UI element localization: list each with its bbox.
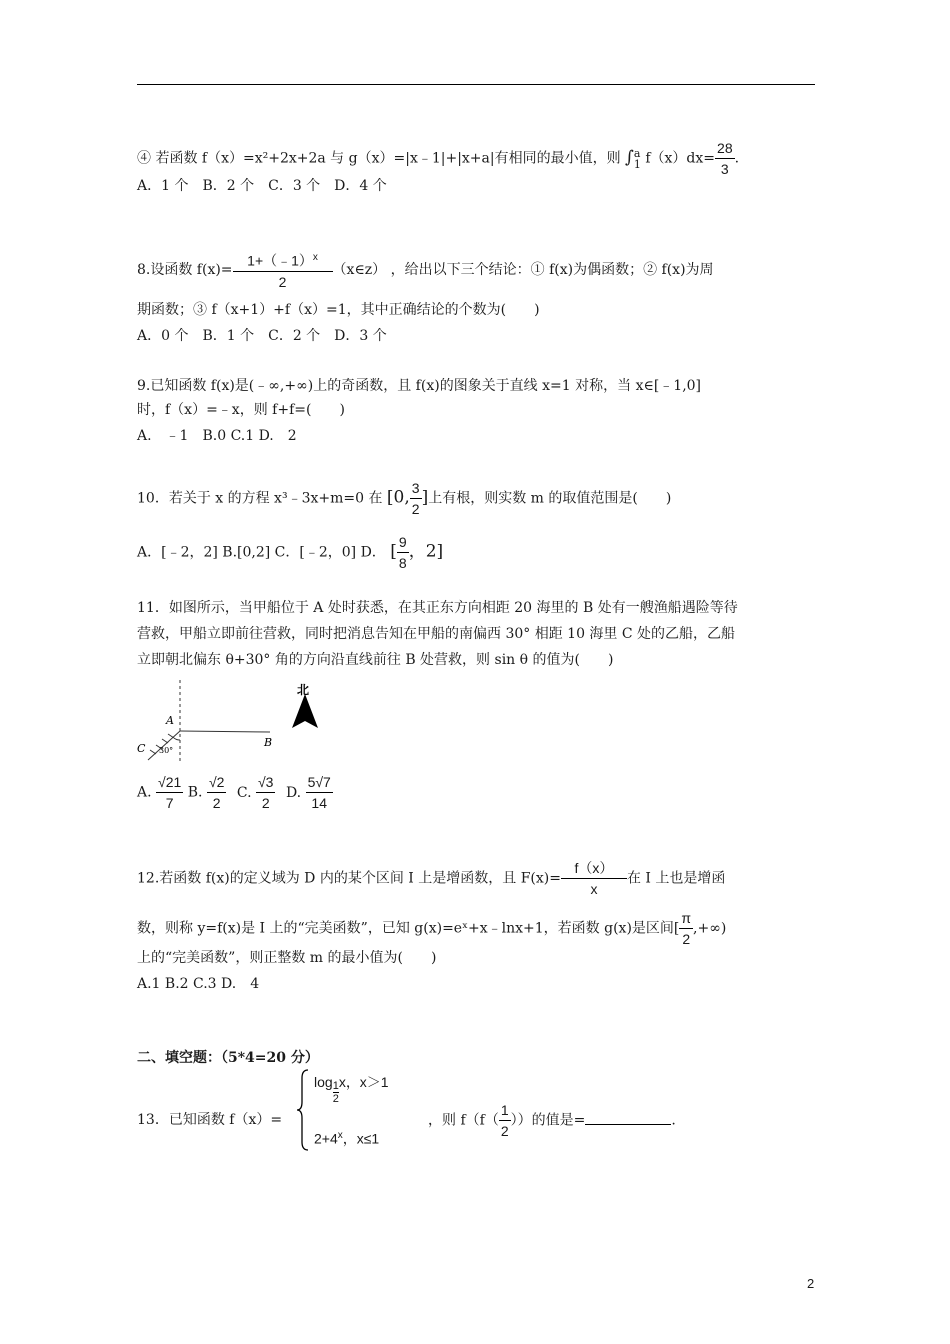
q11-optC-fraction: $\frac{√3}{2}$ [258, 774, 274, 811]
hatch-4 [150, 750, 156, 754]
label-C: C [137, 742, 146, 755]
q10-optD-fraction: $\frac{9}{8}$ [398, 534, 407, 571]
q12-options: A.1 B.2 C.3 D. 4 [137, 976, 260, 992]
integrand: f（x）dx= [645, 150, 716, 167]
q11-figure [134, 676, 334, 766]
hatch-1 [168, 734, 174, 738]
q9-line1: 9.已知函数 f(x)是(﹣∞,+∞)上的奇函数，且 f(x)的图象关于直线 x=1 对称，当 x∈[﹣1,0] [137, 378, 702, 394]
q8-options: A．0 个 B．1 个 C．2 个 D．3 个 [137, 328, 387, 344]
q10-line1: 10．若关于 x 的方程 x³﹣3x+m=0 在 [0, $\frac{3}{2}$ ]上有根，则实数 m 的取值范围是( ) [137, 480, 672, 517]
integral-result: $\frac{28}{3}$ [717, 140, 733, 177]
piecewise-brace [296, 1068, 310, 1152]
piecewise-case2: $2+4^x$，x≤1 [314, 1130, 380, 1147]
q8-line2: 期函数；③ f（x+1）+f（x）=1，其中正确结论的个数为( ) [137, 302, 540, 318]
q10-options: A．[﹣2，2] B.[0,2] C．[﹣2，0] D． [ $\frac{9}{8}$ ，2] [137, 534, 444, 571]
q8-fraction: $\frac{1+(﹣1)^x}{2}$ [233, 248, 333, 292]
q13-tail: ，则 f（f（ $\frac{1}{2}$ ））的值是= . [428, 1102, 676, 1139]
integral-lower: 1 [633, 157, 641, 171]
q12-line3: 上的“完美函数”，则正整数 m 的最小值为( ) [137, 950, 437, 966]
q7-options: A．1 个 B．2 个 C．3 个 D．4 个 [137, 178, 387, 194]
integral-sign: ∫ [625, 147, 634, 168]
q11-options: A. $\frac{√21}{7}$ B. $\frac{√2}{2}$ C. $\frac{√3}{2}$ D. $\frac{5√7}{14}$ [137, 774, 331, 811]
q8-line1: 8.设函数 f(x)= $\frac{1+(﹣1)^x}{2}$ （x∈z） ，给出以下三个结论：① f(x)为偶函数；② f(x)为周 [137, 248, 714, 292]
hatch-2 [162, 739, 168, 743]
q10-interval-fraction: $\frac{3}{2}$ [411, 480, 420, 517]
q11-optD-fraction: $\frac{5√7}{14}$ [307, 774, 331, 811]
q12-pi-fraction: $\frac{\pi}{2}$ [681, 910, 692, 947]
q12-fraction: $\frac{f(x)}{x}$ [561, 858, 627, 899]
q11-line3: 立即朝北偏东 θ+30° 角的方向沿直线前往 B 处营救，则 sin θ 的值为( ) [137, 652, 614, 668]
label-B: B [264, 736, 273, 749]
q7-item4: ④ 若函数 f（x）=x²+2x+2a 与 g（x）=|x﹣1|+|x+a|有相同的最小值，则 ∫ a 1 f（x）dx= $\frac{28}{3}$ . [137, 140, 740, 177]
angle-arc [174, 738, 180, 740]
label-north: 北 [297, 683, 310, 697]
q11-optA-fraction: $\frac{√21}{7}$ [158, 774, 182, 811]
q11-line2: 营救，甲船立即前往营救，同时把消息告知在甲船的南偏西 30° 相距 10 海里 C 处的乙船，乙船 [137, 626, 736, 642]
q9-line2: 时，f（x）=﹣x，则 f+f=( ) [137, 402, 345, 418]
q7-item4-text: ④ 若函数 f（x）=x²+2x+2a 与 g（x）=|x﹣1|+|x+a|有相同的最小值，则 [137, 150, 621, 167]
label-A: A [166, 714, 174, 727]
line-AB [180, 731, 270, 732]
north-arrow-icon [292, 694, 318, 728]
integral-upper: a [633, 146, 641, 160]
page-number: 2 [807, 1276, 815, 1291]
label-angle: 30° [159, 746, 174, 755]
q11-line1: 11．如图所示，当甲船位于 A 处时获悉，在其正东方向相距 20 海里的 B 处有一艘渔船遇险等待 [137, 600, 738, 616]
q13-prefix: 13．已知函数 f（x）= [137, 1112, 283, 1128]
q13-arg-fraction: $\frac{1}{2}$ [500, 1102, 509, 1139]
q11-optB-fraction: $\frac{√2}{2}$ [208, 774, 225, 811]
answer-blank[interactable] [585, 1110, 671, 1125]
piecewise-case1: log $\frac{1}{2}$ x，x＞1 [314, 1074, 389, 1105]
section2-title: 二、填空题：（5*4=20 分） [137, 1050, 319, 1066]
q12-line1: 12.若函数 f(x)的定义域为 D 内的某个区间 I 上是增函数，且 F(x)= $\frac{f(x)}{x}$ 在 I 上也是增函 [137, 860, 726, 897]
header-rule [137, 84, 815, 85]
q9-options: A. ﹣1 B.0 C.1 D. 2 [137, 428, 297, 444]
q12-line2: 数，则称 y=f(x)是 I 上的“完美函数”，已知 g(x)=eˣ+x﹣lnx+1，若函数 g(x)是区间[ $\frac{\pi}{2}$ ,+∞) [137, 910, 727, 947]
